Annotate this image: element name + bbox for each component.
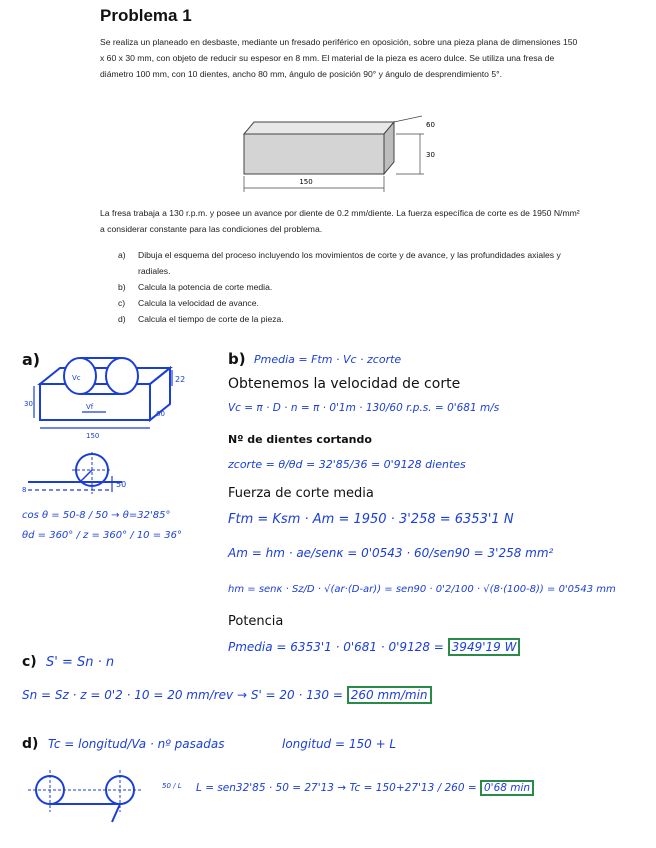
label-eight: 8 <box>22 486 27 494</box>
label-length: 150 <box>86 432 100 440</box>
milling-sketch <box>22 346 202 446</box>
b-am: Am = hm · ae/senκ = 0'0543 · 60/sen90 = 3'258 mm² <box>228 546 554 560</box>
part-a-label: a) <box>22 350 41 369</box>
label-width: 60 <box>156 410 165 418</box>
c-line: Sn = Sz · z = 0'2 · 10 = 20 mm/rev → S' = 20 · 130 = 260 mm/min <box>22 688 432 702</box>
problem-title: Problema 1 <box>100 6 192 25</box>
dim-height: 30 <box>426 151 435 159</box>
cos-theta: cos θ = 50-8 / 50 → θ=32'85° <box>22 510 171 521</box>
d-line: L = sen32'85 · 50 = 27'13 → Tc = 150+27'13 / 260 = 0'68 min <box>196 782 534 794</box>
label-vf: Vf <box>86 403 94 411</box>
b-teeth-title: Nº de dientes cortando <box>228 433 372 446</box>
theta-d: θd = 360° / z = 360° / 10 = 36° <box>22 530 182 541</box>
b-hm: hm = senκ · Sz/D · √(ar·(D-ar)) = sen90 · 0'2/100 · √(8·(100-8)) = 0'0543 mm <box>228 584 616 595</box>
problem-statement: Se realiza un planeado en desbaste, mediante un fresado periférico en oposición, sobre una pieza plana de dimensiones 150 x 60 x 30 mm, con objeto de reducir su espesor en 8 mm. El material de la pieza es acero dulce. Se utiliza una fresa de diámetro 100 mm, con 10 dientes, ancho 80 mm, ángulo de posición 90° y ángulo de desprendimiento 5°. <box>100 37 578 79</box>
b-pmedia-result: 3949'19 W <box>448 638 521 656</box>
d-side: 50 / L <box>162 782 182 790</box>
part-c-label: c) <box>22 654 37 670</box>
part-b-label: b) <box>228 350 246 368</box>
question-list <box>118 247 578 327</box>
b-pmedia: Pmedia = 6353'1 · 0'681 · 0'9128 = 3949'19 W <box>228 640 520 654</box>
d-longitud: longitud = 150 + L <box>282 737 397 751</box>
b-ftm: Ftm = Ksm · Am = 1950 · 3'258 = 6353'1 N <box>228 512 514 527</box>
d-result: 0'68 min <box>480 780 534 796</box>
part-d-label: d) <box>22 736 39 752</box>
question-c: c) Calcula la velocidad de avance. <box>118 298 259 308</box>
question-a: a) Dibuja el esquema del proceso incluyendo los movimientos de corte y de avance, y las profundidades axiales y radiales. <box>118 250 561 276</box>
b-heading: Pmedia = Ftm · Vc · zcorte <box>254 353 402 366</box>
b-zcorte: zcorte = θ/θd = 32'85/36 = 0'9128 dientes <box>228 458 466 471</box>
workpiece-figure <box>236 112 446 198</box>
question-b: b) Calcula la potencia de corte media. <box>118 282 273 292</box>
label-cut: 50 <box>116 480 127 489</box>
question-d: d) Calcula el tiempo de corte de la pieza. <box>118 314 284 324</box>
b-vc: Vc = π · D · n = π · 0'1m · 130/60 r.p.s. = 0'681 m/s <box>228 402 500 414</box>
c-formula: S' = Sn · n <box>46 655 115 670</box>
d-formula: Tc = longitud/Va · nº pasadas <box>48 737 225 751</box>
b-power-title: Potencia <box>228 614 284 629</box>
label-side: 30 <box>24 400 33 408</box>
dim-depth: 60 <box>426 121 435 129</box>
problem-statement-2: La fresa trabaja a 130 r.p.m. y posee un avance por diente de 0.2 mm/diente. La fuerza específica de corte es de 1950 N/mm² a considerar constante para las condiciones del problema. <box>100 208 580 234</box>
tool-path-sketch <box>22 764 172 824</box>
cut-angle-sketch <box>22 452 162 504</box>
b-vel-title: Obtenemos la velocidad de corte <box>228 376 461 392</box>
c-result: 260 mm/min <box>347 686 432 704</box>
dim-length: 150 <box>299 178 313 186</box>
label-axial-depth: 22 <box>175 375 186 384</box>
label-vc: Vc <box>72 374 81 382</box>
b-force-title: Fuerza de corte media <box>228 486 374 501</box>
